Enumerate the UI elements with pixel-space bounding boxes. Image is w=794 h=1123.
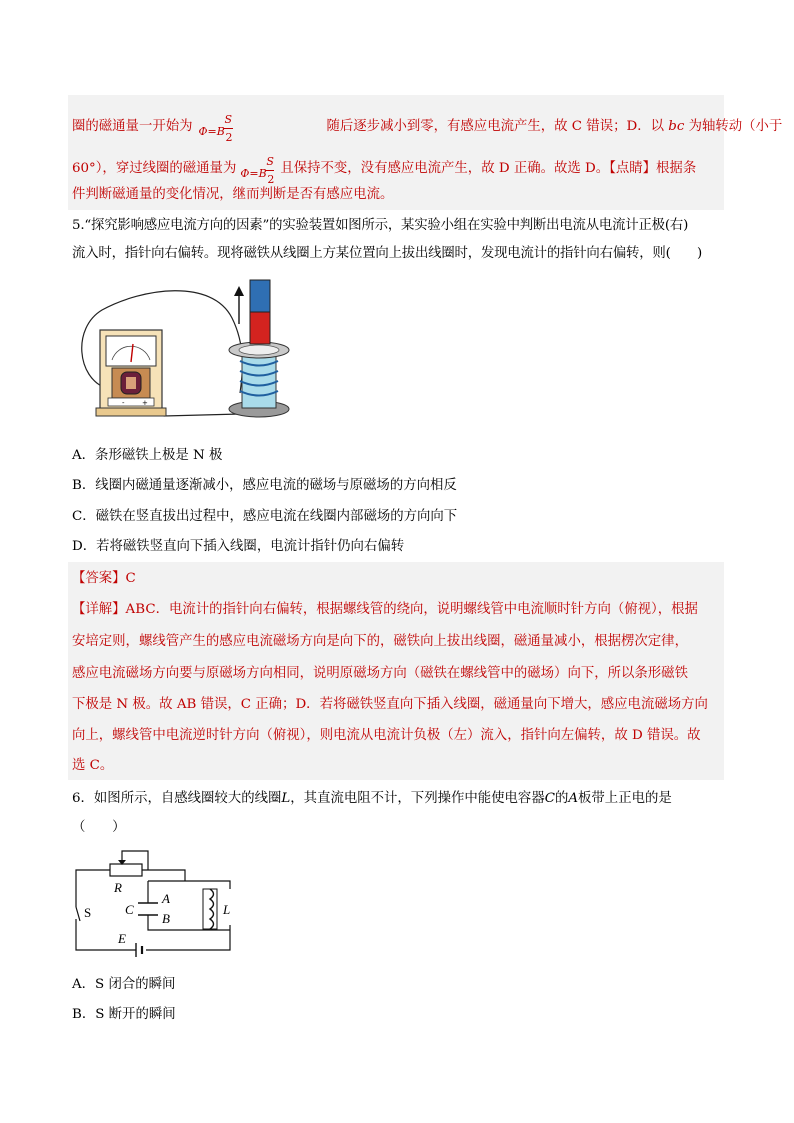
label-b: B — [162, 911, 170, 926]
q6-option-a[interactable]: A．S 闭合的瞬间 — [72, 977, 176, 992]
q5-detail-line-2: 安培定则，螺线管产生的感应电流磁场方向是向下的，磁铁向上拔出线圈，磁通量减小，根据楞次定律， — [72, 634, 688, 649]
flux-formula-1: Φ=B S 2 — [198, 113, 233, 144]
label-r: R — [114, 880, 122, 895]
plus-terminal-label: + — [142, 399, 148, 407]
flux-formula-2: Φ=B S 2 — [240, 155, 275, 186]
q5-detail-line-6: 选 C。 — [72, 758, 114, 773]
inductor-coil — [203, 889, 217, 929]
q5-detail-line-1: 【详解】ABC．电流计的指针向右偏转，根据螺线管的绕向，说明螺线管中电流顺时针方向（俯视），根据 — [72, 602, 698, 617]
label-c: C — [125, 902, 134, 917]
label-a: A — [162, 891, 170, 906]
q5-galvanometer-coil-figure — [72, 258, 312, 428]
q5-stem-line-1: 5.“探究影响感应电流方向的因素”的实验装置如图所示，某实验小组在实验中判断出电流从电流计正极(右) — [72, 218, 689, 233]
q6-option-b[interactable]: B．S 断开的瞬间 — [72, 1007, 176, 1022]
solenoid-coil — [229, 342, 289, 417]
q5-option-c[interactable]: C．磁铁在竖直拔出过程中，感应电流在线圈内部磁场的方向向下 — [72, 509, 458, 524]
q5-answer: 【答案】C — [72, 571, 136, 586]
q5-option-a[interactable]: A．条形磁铁上极是 N 极 — [72, 448, 223, 463]
q5-detail-line-3: 感应电流磁场方向要与原磁场方向相同，说明原磁场方向（磁铁在螺线管中的磁场）向下，所以条形磁铁 — [72, 666, 688, 681]
q5-detail-line-4: 下极是 N 极。故 AB 错误，C 正确；D．若将磁铁竖直向下插入线圈，磁通量向下增大，感应电流磁场方向 — [72, 697, 708, 712]
label-l: L — [223, 902, 231, 917]
q6-circuit-diagram — [70, 845, 250, 965]
prev-answer-line-3: 件判断磁通量的变化情况，继而判断是否有感应电流。 — [72, 187, 394, 202]
label-s: S — [84, 905, 92, 920]
resistor-r — [110, 864, 142, 876]
q5-stem-line-2: 流入时，指针向右偏转。现将磁铁从线圈上方某位置向上拔出线圈时，发现电流计的指针向右偏转，则( ) — [72, 246, 703, 261]
prev-answer-line-1: 圈的磁通量一开始为 Φ=B S 2 随后逐步减小到零，有感应电流产生，故 C 错误；D．以 bc 为轴转动（小于 — [72, 113, 783, 144]
upward-arrow-icon — [234, 286, 244, 324]
q5-detail-line-5: 向上，螺线管中电流逆时针方向（俯视），则电流从电流计负极（左）流入，指针向左偏转，故 D 错误。故 — [72, 728, 701, 743]
q5-option-b[interactable]: B．线圈内磁通量逐渐减小，感应电流的磁场与原磁场的方向相反 — [72, 478, 457, 493]
label-e: E — [118, 931, 126, 946]
minus-terminal-label: - — [122, 399, 125, 407]
q6-stem-line-2: （ ） — [72, 820, 126, 835]
bar-magnet — [250, 280, 270, 344]
q5-option-d[interactable]: D．若将磁铁竖直向下插入线圈，电流计指针仍向右偏转 — [72, 539, 405, 554]
prev-answer-line-2: 60°），穿过线圈的磁通量为 Φ=B S 2 且保持不变，没有感应电流产生，故 D 正确。故选 D。【点睛】根据条 — [72, 155, 697, 186]
q6-stem-line-1: 6．如图所示，自感线圈较大的线圈L，其直流电阻不计，下列操作中能使电容器C的A板带上正电的是 — [72, 791, 672, 806]
galvanometer — [96, 330, 166, 416]
